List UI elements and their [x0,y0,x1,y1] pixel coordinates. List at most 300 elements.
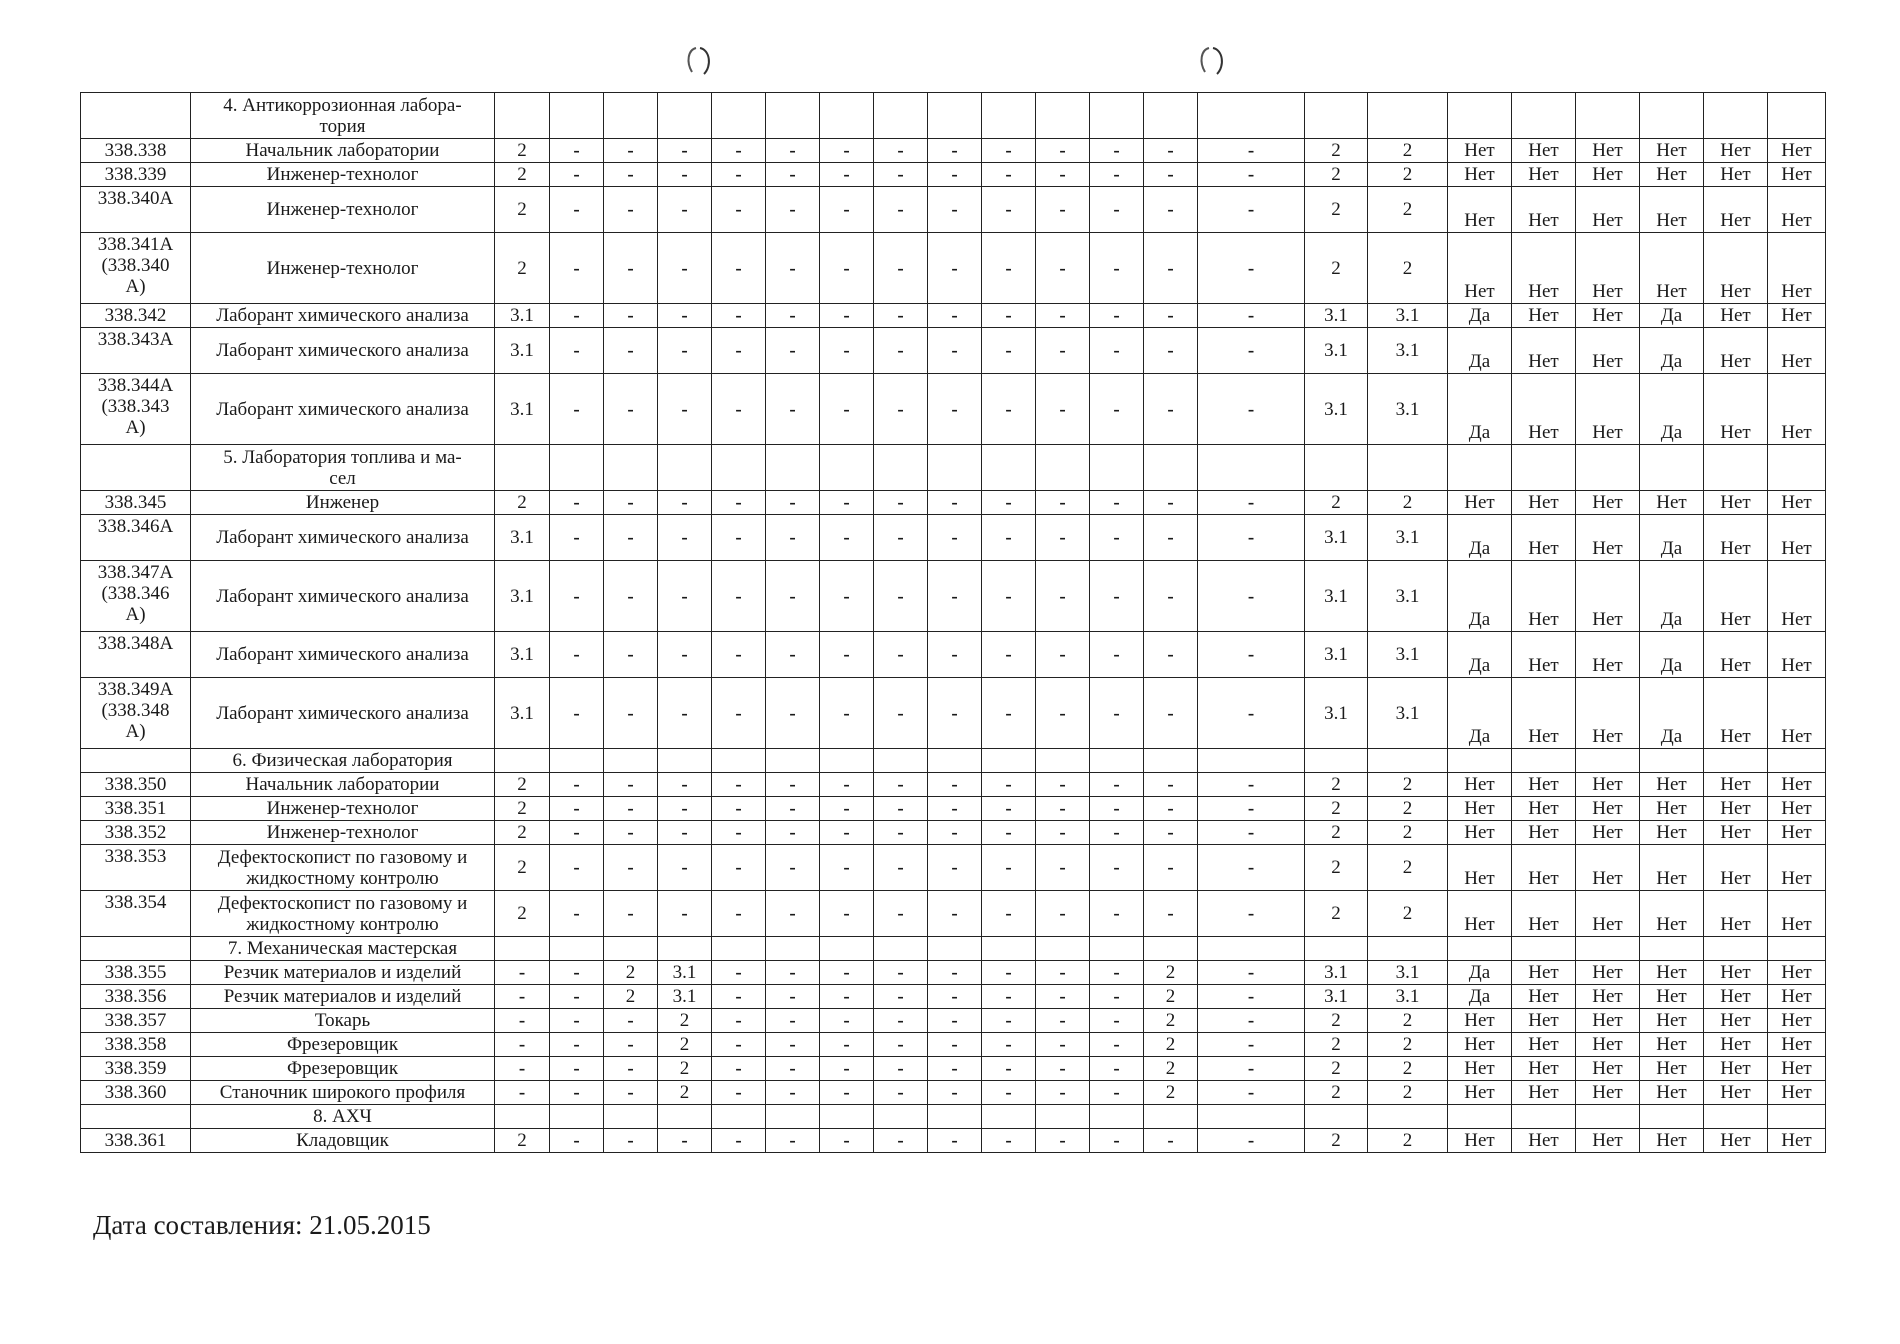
factor-cell: - [766,1009,820,1033]
guarantee-cell: Нет [1512,1009,1576,1033]
table-row [81,491,1826,515]
empty-cell [1144,937,1198,961]
factor-cell: - [928,985,982,1009]
guarantee-cell: Нет [1576,139,1640,163]
factor-cell: 2 [1368,163,1448,187]
factor-cell: - [982,797,1036,821]
factor-cell: 2 [1305,1033,1368,1057]
factor-cell: - [1198,985,1305,1009]
factor-cell: - [820,678,874,749]
factor-cell: - [1144,374,1198,445]
factor-cell: - [766,233,820,304]
job-position: Лаборант химического анализа [191,304,495,328]
factor-cell: 2 [1368,139,1448,163]
factor-cell: 3.1 [1305,328,1368,374]
section-code-cell [81,937,191,961]
factor-cell: - [658,773,712,797]
guarantee-cell: Нет [1640,163,1704,187]
factor-cell: - [982,561,1036,632]
factor-cell: - [712,1009,766,1033]
factor-cell: 2 [1144,961,1198,985]
guarantee-cell: Нет [1640,1033,1704,1057]
factor-cell: - [1036,139,1090,163]
factor-cell: 2 [1305,1009,1368,1033]
guarantee-cell: Нет [1704,139,1768,163]
empty-cell [658,93,712,139]
section-code-cell [81,445,191,491]
factor-cell: - [658,491,712,515]
factor-cell: - [658,328,712,374]
empty-cell [1036,445,1090,491]
guarantee-cell: Нет [1576,187,1640,233]
factor-cell: 2 [604,985,658,1009]
factor-cell: - [1144,187,1198,233]
guarantee-cell: Нет [1640,1081,1704,1105]
factor-cell: - [604,632,658,678]
guarantee-cell: Нет [1704,1033,1768,1057]
factor-cell: - [1036,845,1090,891]
factor-cell: - [766,845,820,891]
empty-cell [495,93,550,139]
table-row [81,328,1826,374]
section-code-cell [81,1105,191,1129]
factor-cell: - [766,678,820,749]
guarantee-cell: Нет [1512,233,1576,304]
factor-cell: - [874,1009,928,1033]
factor-cell: - [874,139,928,163]
factor-cell: - [874,821,928,845]
guarantee-cell: Нет [1640,187,1704,233]
empty-cell [1576,1105,1640,1129]
factor-cell: - [1144,163,1198,187]
table-row [81,139,1826,163]
guarantee-cell: Нет [1768,163,1826,187]
factor-cell: 2 [495,233,550,304]
guarantee-cell: Нет [1576,1081,1640,1105]
factor-cell: 2 [1368,1081,1448,1105]
empty-cell [1512,937,1576,961]
empty-cell [1512,1105,1576,1129]
factor-cell: - [1090,374,1144,445]
table-row [81,304,1826,328]
factor-cell: - [874,374,928,445]
factor-cell: 2 [1368,491,1448,515]
factor-cell: 2 [1368,1009,1448,1033]
guarantee-cell: Нет [1512,773,1576,797]
factor-cell: - [712,1033,766,1057]
empty-cell [495,445,550,491]
factor-cell: - [604,187,658,233]
factor-cell: - [495,961,550,985]
guarantee-cell: Нет [1512,985,1576,1009]
factor-cell: - [820,233,874,304]
empty-cell [1448,445,1512,491]
factor-cell: - [820,1129,874,1153]
factor-cell: - [712,1081,766,1105]
guarantee-cell: Нет [1512,1081,1576,1105]
factor-cell: - [928,678,982,749]
empty-cell [766,93,820,139]
factor-cell: - [1036,1009,1090,1033]
factor-cell: - [604,1129,658,1153]
factor-cell: 2 [495,1129,550,1153]
factor-cell: - [1090,233,1144,304]
factor-cell: - [1144,1129,1198,1153]
job-code: 338.341А (338.340 А) [81,233,191,304]
empty-cell [1036,1105,1090,1129]
factor-cell: 2 [1305,797,1368,821]
factor-cell: - [982,773,1036,797]
factor-cell: - [982,845,1036,891]
factor-cell: - [1036,561,1090,632]
factor-cell: - [820,891,874,937]
factor-cell: - [604,1081,658,1105]
factor-cell: - [712,491,766,515]
factor-cell: - [550,233,604,304]
factor-cell: - [550,797,604,821]
factor-cell: 3.1 [495,328,550,374]
guarantee-cell: Да [1448,304,1512,328]
empty-cell [1198,93,1305,139]
section-title: 5. Лаборатория топлива и ма- сел [191,445,495,491]
factor-cell: - [982,961,1036,985]
job-code: 338.344А (338.343 А) [81,374,191,445]
factor-cell: - [1036,233,1090,304]
factor-cell: 3.1 [1305,632,1368,678]
factor-cell: 3.1 [1305,515,1368,561]
guarantee-cell: Да [1448,678,1512,749]
factor-cell: - [712,632,766,678]
factor-cell: - [766,515,820,561]
empty-cell [1090,1105,1144,1129]
factor-cell: - [820,139,874,163]
factor-cell: - [550,561,604,632]
guarantee-cell: Нет [1448,187,1512,233]
guarantee-cell: Нет [1512,1033,1576,1057]
empty-cell [1640,1105,1704,1129]
guarantee-cell: Нет [1512,1129,1576,1153]
factor-cell: - [928,632,982,678]
factor-cell: - [1036,1057,1090,1081]
guarantee-cell: Нет [1448,1057,1512,1081]
job-code: 338.347А (338.346 А) [81,561,191,632]
empty-cell [1576,937,1640,961]
table-row [81,1129,1826,1153]
factor-cell: - [1198,1033,1305,1057]
guarantee-cell: Нет [1704,891,1768,937]
job-code: 338.342 [81,304,191,328]
compilation-date: Дата составления: 21.05.2015 [93,1210,431,1240]
job-code: 338.356 [81,985,191,1009]
factor-cell: - [604,233,658,304]
empty-cell [1576,445,1640,491]
section-title: 6. Физическая лаборатория [191,749,495,773]
factor-cell: - [874,632,928,678]
guarantee-cell: Нет [1704,845,1768,891]
guarantee-cell: Нет [1576,678,1640,749]
factor-cell: - [1198,491,1305,515]
factor-cell: - [604,845,658,891]
factor-cell: - [820,491,874,515]
empty-cell [1036,93,1090,139]
factor-cell: - [982,515,1036,561]
factor-cell: - [982,1129,1036,1153]
factor-cell: - [982,1009,1036,1033]
factor-cell: 3.1 [1368,328,1448,374]
punch-hole-left-icon [680,44,718,80]
guarantee-cell: Нет [1576,821,1640,845]
factor-cell: - [658,678,712,749]
factor-cell: - [1144,139,1198,163]
guarantee-cell: Нет [1576,773,1640,797]
guarantee-cell: Нет [1704,163,1768,187]
guarantee-cell: Нет [1448,1129,1512,1153]
empty-cell [1305,937,1368,961]
factor-cell: - [982,678,1036,749]
factor-cell: - [712,1129,766,1153]
factor-cell: - [766,985,820,1009]
empty-cell [982,445,1036,491]
factor-cell: - [820,821,874,845]
empty-cell [982,93,1036,139]
factor-cell: 3.1 [658,985,712,1009]
guarantee-cell: Нет [1448,1033,1512,1057]
factor-cell: 2 [1368,1129,1448,1153]
empty-cell [982,937,1036,961]
factor-cell: 3.1 [495,515,550,561]
empty-cell [604,445,658,491]
factor-cell: 3.1 [1368,561,1448,632]
factor-cell: 2 [658,1009,712,1033]
factor-cell: - [874,491,928,515]
factor-cell: - [1036,797,1090,821]
guarantee-cell: Нет [1768,139,1826,163]
factor-cell: - [1036,773,1090,797]
guarantee-cell: Нет [1768,961,1826,985]
empty-cell [1198,749,1305,773]
factor-cell: - [820,304,874,328]
guarantee-cell: Нет [1576,985,1640,1009]
factor-cell: - [1036,821,1090,845]
guarantee-cell: Нет [1512,678,1576,749]
factor-cell: - [982,304,1036,328]
empty-cell [874,445,928,491]
empty-cell [928,93,982,139]
factor-cell: - [658,632,712,678]
guarantee-cell: Нет [1576,632,1640,678]
job-position: Инженер-технолог [191,187,495,233]
guarantee-cell: Нет [1512,821,1576,845]
empty-cell [712,93,766,139]
guarantee-cell: Нет [1448,891,1512,937]
job-position: Лаборант химического анализа [191,328,495,374]
job-position: Резчик материалов и изделий [191,961,495,985]
factor-cell: - [1036,891,1090,937]
factor-cell: - [658,1129,712,1153]
factor-cell: - [1198,1129,1305,1153]
section-title: 4. Антикоррозионная лабора- тория [191,93,495,139]
factor-cell: - [1090,1009,1144,1033]
factor-cell: - [712,845,766,891]
empty-cell [1640,445,1704,491]
factor-cell: 2 [495,821,550,845]
job-code: 338.355 [81,961,191,985]
factor-cell: - [874,1129,928,1153]
empty-cell [658,749,712,773]
factor-cell: - [820,961,874,985]
factor-cell: - [1090,1081,1144,1105]
factor-cell: - [1090,632,1144,678]
guarantee-cell: Да [1640,678,1704,749]
factor-cell: - [604,515,658,561]
factor-cell: - [928,163,982,187]
guarantee-cell: Нет [1768,233,1826,304]
factor-cell: - [766,1129,820,1153]
factor-cell: - [658,187,712,233]
factor-cell: 2 [1368,1033,1448,1057]
guarantee-cell: Нет [1576,845,1640,891]
guarantee-cell: Нет [1448,845,1512,891]
empty-cell [1448,937,1512,961]
job-code: 338.353 [81,845,191,891]
factor-cell: - [1198,773,1305,797]
factor-cell: - [1144,678,1198,749]
factor-cell: - [982,1057,1036,1081]
guarantee-cell: Да [1448,515,1512,561]
factor-cell: - [766,187,820,233]
guarantee-cell: Нет [1768,845,1826,891]
factor-cell: - [820,632,874,678]
factor-cell: - [550,328,604,374]
factor-cell: - [1144,891,1198,937]
job-position: Лаборант химического анализа [191,515,495,561]
guarantee-cell: Нет [1576,797,1640,821]
empty-cell [928,749,982,773]
guarantee-cell: Нет [1512,1057,1576,1081]
empty-cell [1704,749,1768,773]
section-code-cell [81,749,191,773]
factor-cell: - [1090,678,1144,749]
empty-cell [604,749,658,773]
factor-cell: - [712,187,766,233]
empty-cell [658,1105,712,1129]
guarantee-cell: Нет [1640,845,1704,891]
job-code: 338.348А [81,632,191,678]
guarantee-cell: Нет [1768,328,1826,374]
empty-cell [1305,1105,1368,1129]
empty-cell [766,1105,820,1129]
factor-cell: - [982,374,1036,445]
factor-cell: - [550,139,604,163]
job-position: Инженер-технолог [191,233,495,304]
guarantee-cell: Нет [1512,515,1576,561]
factor-cell: - [928,1057,982,1081]
factor-cell: 3.1 [1305,961,1368,985]
empty-cell [982,1105,1036,1129]
table-row [81,891,1826,937]
guarantee-cell: Да [1640,561,1704,632]
empty-cell [658,937,712,961]
job-position: Фрезеровщик [191,1057,495,1081]
factor-cell: - [928,515,982,561]
factor-cell: - [766,304,820,328]
factor-cell: - [766,632,820,678]
factor-cell: - [1090,515,1144,561]
job-position: Лаборант химического анализа [191,632,495,678]
section-row [81,937,1826,961]
factor-cell: - [1036,163,1090,187]
guarantee-cell: Нет [1768,491,1826,515]
factor-cell: - [1090,891,1144,937]
job-code: 338.351 [81,797,191,821]
factor-cell: - [928,491,982,515]
factor-cell: - [1144,845,1198,891]
empty-cell [820,445,874,491]
guarantee-cell: Нет [1768,304,1826,328]
factor-cell: - [766,1057,820,1081]
empty-cell [1448,749,1512,773]
empty-cell [820,749,874,773]
empty-cell [712,1105,766,1129]
factor-cell: - [1198,139,1305,163]
factor-cell: - [928,1129,982,1153]
factor-cell: - [550,1009,604,1033]
factor-cell: 3.1 [1368,374,1448,445]
guarantee-cell: Да [1640,374,1704,445]
table-row [81,678,1826,749]
table-row [81,187,1826,233]
guarantee-cell: Да [1448,328,1512,374]
factor-cell: - [1036,374,1090,445]
guarantee-cell: Нет [1512,328,1576,374]
factor-cell: - [1036,491,1090,515]
factor-cell: - [550,187,604,233]
factor-cell: - [1198,1057,1305,1081]
empty-cell [1704,445,1768,491]
factor-cell: - [928,1033,982,1057]
factor-cell: - [1090,797,1144,821]
factor-cell: - [1036,304,1090,328]
factor-cell: - [820,1009,874,1033]
factor-cell: - [1090,821,1144,845]
factor-cell: - [550,891,604,937]
empty-cell [1305,749,1368,773]
factor-cell: - [820,515,874,561]
factor-cell: - [1144,304,1198,328]
factor-cell: 3.1 [1368,304,1448,328]
empty-cell [874,749,928,773]
factor-cell: 3.1 [1368,678,1448,749]
factor-cell: - [604,773,658,797]
factor-cell: - [874,891,928,937]
empty-cell [1768,937,1826,961]
factor-cell: - [874,328,928,374]
guarantee-cell: Нет [1704,233,1768,304]
guarantee-cell: Нет [1704,1009,1768,1033]
factor-cell: - [658,845,712,891]
guarantee-cell: Нет [1704,491,1768,515]
job-code: 338.338 [81,139,191,163]
empty-cell [766,937,820,961]
job-code: 338.350 [81,773,191,797]
factor-cell: - [1198,891,1305,937]
factor-cell: - [1198,1009,1305,1033]
job-code: 338.352 [81,821,191,845]
guarantee-cell: Нет [1768,1081,1826,1105]
empty-cell [1368,749,1448,773]
factor-cell: - [766,139,820,163]
guarantee-cell: Нет [1512,845,1576,891]
